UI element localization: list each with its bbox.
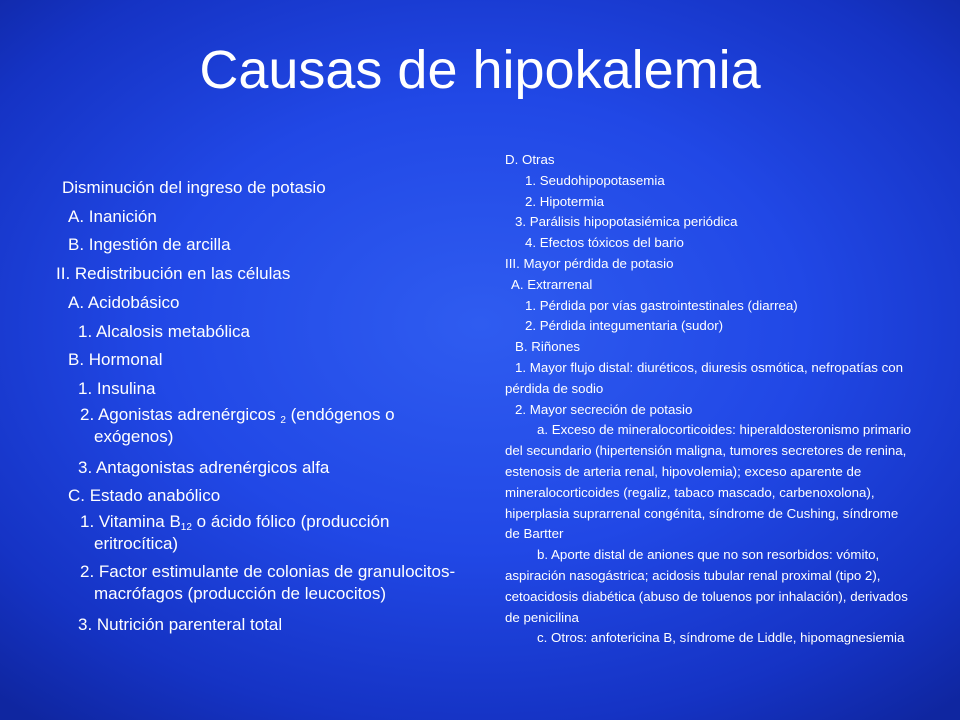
list-item: 2. Mayor secreción de potasio bbox=[515, 401, 693, 417]
list-item-text: o ácido fólico (producción eritrocítica) bbox=[94, 512, 390, 554]
slide-title: Causas de hipokalemia bbox=[199, 40, 761, 100]
list-item: 1. Mayor flujo distal: diuréticos, diuresis osmótica, nefropatías con pérdida de sodio bbox=[505, 359, 904, 396]
list-item-text: 1. Vitamina B bbox=[80, 512, 181, 532]
list-item: B. Ingestión de arcilla bbox=[68, 235, 231, 255]
list-item: A. Acidobásico bbox=[68, 292, 180, 312]
list-item: a. Exceso de mineralocorticoides: hiperaldosteronismo primario del secundario (hipertensión maligna, tumores secretores de renina, estenosis de arteria renal, hipovolemia); exceso aparente de mineralocorticoides (regaliz, tabaco mascado, carbenoxolona), hiperplasia suprarrenal congénita, síndrome de Cushing, síndrome de Bartter bbox=[505, 422, 911, 542]
list-item bbox=[56, 404, 466, 448]
list-item: 3. Nutrición parenteral total bbox=[78, 615, 283, 635]
list-item: B. Riñones bbox=[515, 339, 581, 355]
list-item-text: (endógenos o exógenos) bbox=[94, 404, 395, 446]
list-item: 2. Factor estimulante de colonias de granulocitos-macrófagos (producción de leucocitos) bbox=[80, 562, 456, 604]
list-item: III. Mayor pérdida de potasio bbox=[505, 255, 674, 271]
list-item: 2. Hipotermia bbox=[525, 193, 605, 209]
list-item: A. Extrarrenal bbox=[511, 276, 593, 292]
list-item: b. Aporte distal de aniones que no son resorbidos: vómito, aspiración nasogástrica; acidosis tubular renal proximal (tipo 2), cetoacidosis diabética (abuso de toluenos por inhalación), derivados de penicilina bbox=[505, 547, 908, 625]
right-column bbox=[505, 150, 915, 649]
list-item: 3. Parálisis hipopotasiémica periódica bbox=[515, 214, 738, 230]
list-item: c. Otros: anfotericina B, síndrome de Liddle, hipomagnesiemia bbox=[537, 630, 905, 646]
list-item: 3. Antagonistas adrenérgicos alfa bbox=[78, 457, 330, 477]
list-item: 1. Pérdida por vías gastrointestinales (diarrea) bbox=[525, 297, 798, 313]
list-item: 4. Efectos tóxicos del bario bbox=[525, 235, 684, 251]
list-item: 1. Seudohipopotasemia bbox=[525, 172, 665, 188]
list-item: D. Otras bbox=[505, 152, 555, 167]
subscript: 2 bbox=[280, 414, 286, 426]
left-column bbox=[56, 174, 466, 640]
list-item: B. Hormonal bbox=[68, 350, 163, 370]
list-item: 2. Pérdida integumentaria (sudor) bbox=[525, 318, 724, 334]
subscript: 12 bbox=[180, 522, 192, 534]
list-item: 1. Insulina bbox=[78, 378, 156, 398]
list-item-text: 2. Agonistas adrenérgicos bbox=[80, 404, 281, 424]
list-item: Disminución del ingreso de potasio bbox=[62, 178, 326, 197]
list-item: C. Estado anabólico bbox=[68, 486, 221, 506]
list-item: A. Inanición bbox=[68, 206, 157, 226]
list-item bbox=[56, 511, 466, 555]
list-item: 1. Alcalosis metabólica bbox=[78, 321, 250, 341]
list-item: II. Redistribución en las células bbox=[56, 264, 291, 284]
